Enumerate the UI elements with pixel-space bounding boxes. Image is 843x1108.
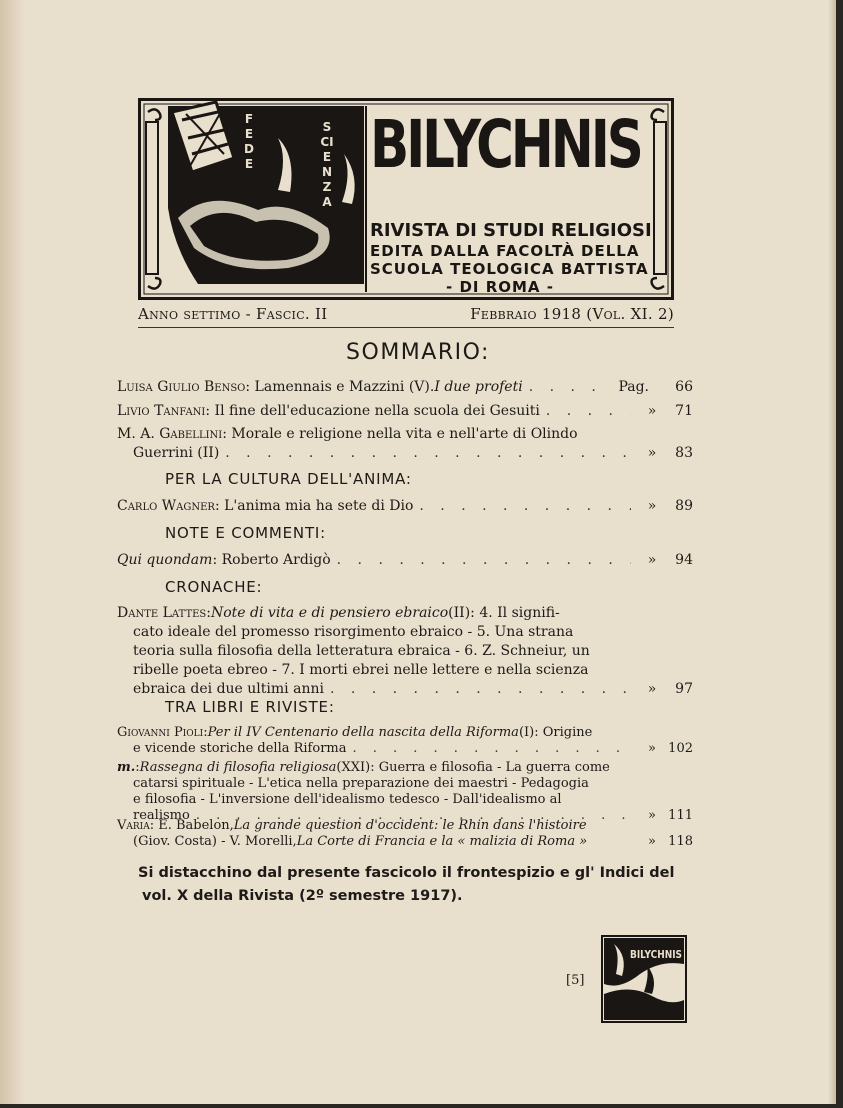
dot-leader xyxy=(225,444,631,463)
page-number: [5] xyxy=(566,973,585,988)
toc-title-cont: cato ideale del promesso risorgimento ebraico - 5. Una strana xyxy=(133,624,574,640)
toc-title-italic: I due profeti xyxy=(434,379,523,395)
toc-entry-wagner xyxy=(117,497,693,516)
toc-page: 71 xyxy=(675,403,693,419)
toc-title-italic: La grande question d'occident: le Rhin dans l'histoire xyxy=(233,818,587,833)
toc-title-cont: ebraica dei due ultimi anni xyxy=(133,681,324,697)
toc-page: 102 xyxy=(668,741,693,756)
toc-title: : Roberto Ardigò xyxy=(212,552,331,568)
dot-leader xyxy=(330,680,631,699)
toc-page: 111 xyxy=(668,808,693,823)
toc-title: : Morale e religione nella vita e nell'arte di Olindo xyxy=(222,426,578,442)
toc-title-cont: catarsi spirituale - L'etica nella preparazione dei maestri - Pedagogia xyxy=(133,776,589,791)
toc-title-cont: ribelle poeta ebreo - 7. I morti ebrei nelle lettere e nella scienza xyxy=(133,662,589,678)
issue-date: Febbraio 1918 (Vol. XI. 2) xyxy=(470,305,674,323)
toc-ditto-mark: » xyxy=(648,834,656,849)
section-heading-cultura: PER LA CULTURA DELL'ANIMA: xyxy=(165,470,412,488)
dot-leader xyxy=(419,497,631,516)
toc-ditto-mark: » xyxy=(647,681,657,697)
toc-author: Dante Lattes xyxy=(117,605,207,621)
toc-entry-rassegna: m. : Rassegna di filosofia religiosa (XXI): Guerra e filosofia - La guerra come catarsi spirituale - L'etica nella preparazione dei maestri - Pedagogia e filosofia - L'inversione dell'idealismo tedesco - Dall'idealismo al realismo . . . » 111 xyxy=(117,760,693,824)
section-heading-cronache: CRONACHE: xyxy=(165,578,263,596)
toc-author-italic: Qui quondam xyxy=(117,552,213,568)
toc-page: 94 xyxy=(675,552,693,568)
dot-leader xyxy=(546,402,631,421)
toc-title: : L'anima mia ha sete di Dio xyxy=(214,498,414,514)
journal-title: BILYCHNIS xyxy=(370,106,641,183)
toc-title: (II): 4. Il signifi- xyxy=(448,605,560,621)
toc-title: : E. Babelon, xyxy=(149,818,234,833)
dot-leader xyxy=(337,551,631,570)
toc-title-cont: (Giov. Costa) - V. Morelli, xyxy=(133,834,297,849)
motto-fede: FEDE xyxy=(244,112,254,171)
toc-ditto-mark: » xyxy=(648,741,656,756)
toc-entry-pioli: Giovanni Pioli : Per il IV Centenario della nascita della Riforma (I): Origine e vicende storiche della Riforma . . . » 102 xyxy=(117,725,693,757)
colophon-emblem xyxy=(600,934,688,1024)
toc-title-cont: e filosofia - L'inversione dell'idealismo tedesco - Dall'idealismo al xyxy=(133,792,562,807)
toc-author: Livio Tanfani xyxy=(117,403,206,419)
publisher-line-3: - DI ROMA - xyxy=(446,278,554,296)
notice-text: Si distacchino dal presente fascicolo il frontespizio e gl' Indici del vol. X della Rivista (2º semestre 1917). xyxy=(138,865,675,904)
toc-ditto-mark: » xyxy=(647,552,657,568)
toc-ditto-mark: » xyxy=(648,808,656,823)
toc-title-italic: Per il IV Centenario della nascita della Riforma xyxy=(207,725,519,740)
toc-title-cont: e vicende storiche della Riforma xyxy=(133,741,347,756)
toc-title-italic: Note di vita e di pensiero ebraico xyxy=(210,605,449,621)
toc-author: m. xyxy=(117,760,136,775)
toc-entry-benso xyxy=(117,378,693,397)
page-title: SOMMARIO: xyxy=(346,340,490,365)
journal-subtitle: RIVISTA DI STUDI RELIGIOSI xyxy=(370,220,652,241)
section-heading-libri: TRA LIBRI E RIVISTE: xyxy=(165,698,335,716)
dot-leader xyxy=(529,378,613,397)
toc-page: 118 xyxy=(668,834,693,849)
toc-author: M. A. Gabellini xyxy=(117,426,223,442)
toc-title: (I): Origine xyxy=(518,725,593,740)
toc-entry-ardigo xyxy=(117,551,693,570)
toc-title-cont: teoria sulla filosofia della letteratura ebraica - 6. Z. Schneiur, un xyxy=(133,643,590,659)
toc-ditto-mark: » xyxy=(647,445,657,461)
toc-entry-varia xyxy=(117,818,693,850)
dot-leader xyxy=(352,741,631,757)
issue-line xyxy=(138,303,674,328)
toc-title: : Lamennais e Mazzini (V). xyxy=(245,379,435,395)
toc-title-italic: La Corte di Francia e la « malizia di Roma » xyxy=(296,834,588,849)
toc-title-cont: realismo xyxy=(133,808,190,823)
toc-page-label: Pag. xyxy=(618,379,649,395)
toc-page: 83 xyxy=(675,445,693,461)
section-heading-note: NOTE E COMMENTI: xyxy=(165,524,326,542)
toc-title-cont: Guerrini (II) xyxy=(133,445,220,461)
toc-entry-gabellini xyxy=(117,425,693,463)
toc-author: Luisa Giulio Benso xyxy=(117,379,246,395)
issue-volume: Anno settimo - Fascic. II xyxy=(138,305,328,323)
toc-title: : Il fine dell'educazione nella scuola dei Gesuiti xyxy=(205,403,540,419)
toc-author: Varia xyxy=(117,818,150,833)
publisher-line-2: SCUOLA TEOLOGICA BATTISTA xyxy=(370,260,649,278)
toc-ditto-mark: » xyxy=(647,498,657,514)
toc-entry-lattes: Dante Lattes : Note di vita e di pensiero ebraico (II): 4. Il signifi- cato ideale del promesso risorgimento ebraico - 5. Una strana teoria sulla filosofia della letteratura ebraica - 6. Z. Schneiur, un ribelle poeta ebreo - 7. I morti ebrei nelle lettere e nella scienza ebraica dei due ultimi anni . . . » 97 xyxy=(117,604,693,699)
colophon-label: BILYCHNIS xyxy=(630,948,683,961)
toc-entry-tanfani xyxy=(117,402,693,421)
toc-author: Carlo Wagner xyxy=(117,498,215,514)
publisher-line-1: EDITA DALLA FACOLTÀ DELLA xyxy=(370,242,640,260)
toc-ditto-mark: » xyxy=(647,403,657,419)
toc-page: 97 xyxy=(675,681,693,697)
toc-page: 66 xyxy=(675,379,693,395)
motto-scienza: SCIENZA xyxy=(320,120,334,209)
toc-title-italic: Rassegna di filosofia religiosa xyxy=(139,760,337,775)
toc-author: Giovanni Pioli xyxy=(117,725,204,740)
toc-title: (XXI): Guerra e filosofia - La guerra come xyxy=(336,760,610,775)
toc-page: 89 xyxy=(675,498,693,514)
masthead xyxy=(138,98,674,300)
